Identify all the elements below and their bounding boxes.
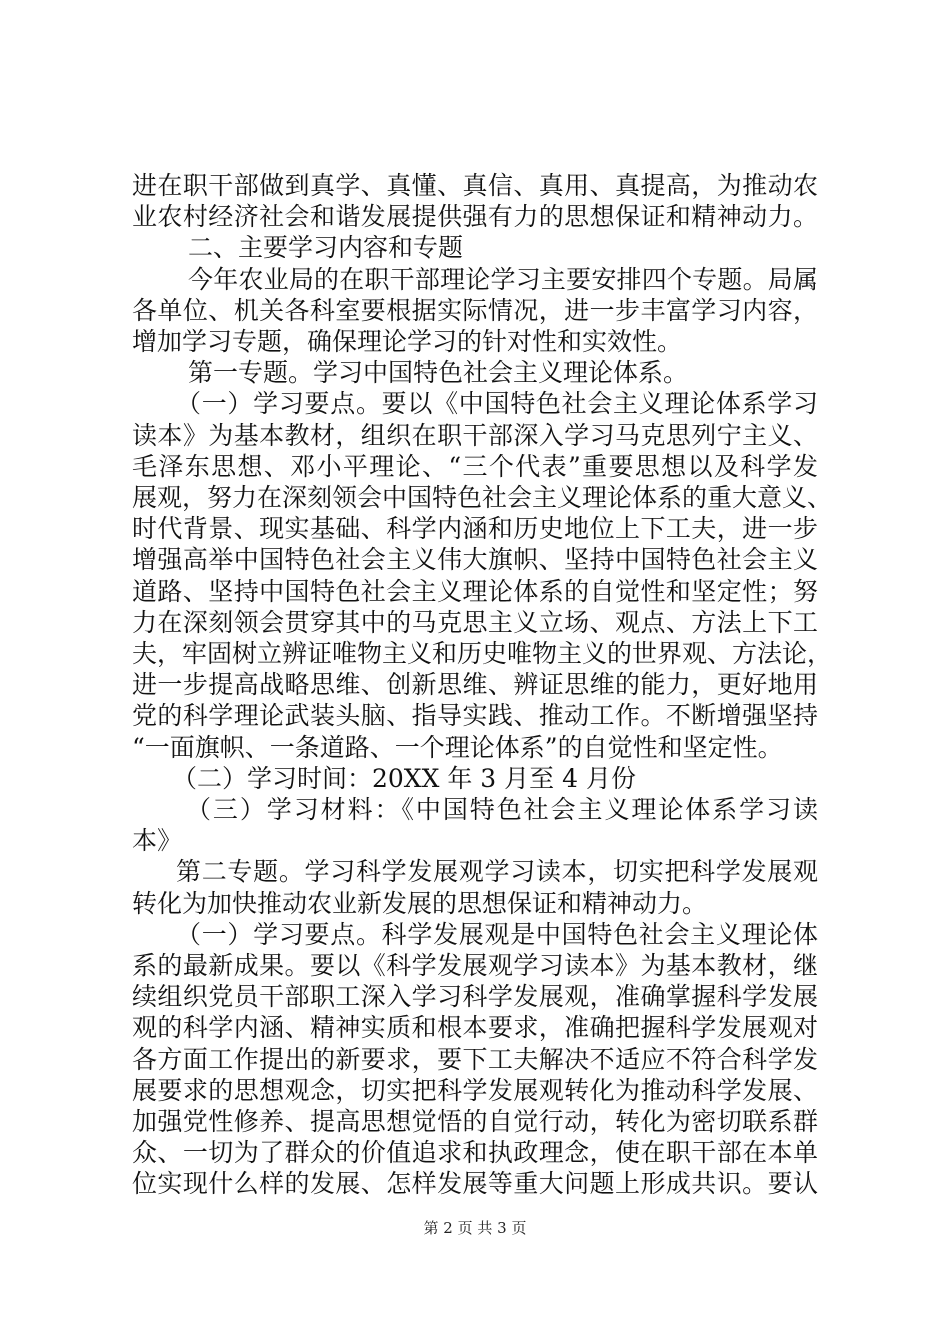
text-line: 各方面工作提出的新要求，要下工夫解决不适应不符合科学发 xyxy=(132,1044,818,1074)
text-line: 业农村经济社会和谐发展提供强有力的思想保证和精神动力。 xyxy=(132,202,818,232)
text-line: 展要求的思想观念，切实把科学发展观转化为推动科学发展、 xyxy=(132,1075,818,1105)
text-line: 今年农业局的在职干部理论学习主要安排四个专题。局属 xyxy=(188,264,818,294)
text-line: 观的科学内涵、精神实质和根本要求，准确把握科学发展观对 xyxy=(132,1013,818,1043)
text-line: 各单位、机关各科室要根据实际情况，进一步丰富学习内容， xyxy=(132,295,818,325)
text-line: 党的科学理论武装头脑、指导实践、推动工作。不断增强坚持 xyxy=(132,701,818,731)
text-line: 展观，努力在深刻领会中国特色社会主义理论体系的重大意义、 xyxy=(132,483,833,512)
text-line: 加强党性修养、提高思想觉悟的自觉行动，转化为密切联系群 xyxy=(132,1107,818,1136)
section-heading: 二、主要学习内容和专题 xyxy=(188,233,464,263)
text-line: 增加学习专题，确保理论学习的针对性和实效性。 xyxy=(132,327,683,356)
text-line: 系的最新成果。要以《科学发展观学习读本》为基本教材，继 xyxy=(132,951,818,980)
text-line: 读本》为基本教材，组织在职干部深入学习马克思列宁主义、 xyxy=(132,420,818,450)
topic-heading: 第一专题。学习中国特色社会主义理论体系。 xyxy=(188,358,689,388)
text-line: （一）学习要点。要以《中国特色社会主义理论体系学习 xyxy=(176,389,818,419)
text-line: 本》 xyxy=(132,826,183,856)
text-line: 夫，牢固树立辨证唯物主义和历史唯物主义的世界观、方法论， xyxy=(132,639,833,668)
text-line: 进一步提高战略思维、创新思维、辨证思维的能力，更好地用 xyxy=(132,670,818,700)
text-line: 转化为加快推动农业新发展的思想保证和精神动力。 xyxy=(132,888,708,918)
text-line: 进在职干部做到真学、真懂、真信、真用、真提高，为推动农 xyxy=(132,171,818,200)
text-line: 众、一切为了群众的价值追求和执政理念，使在职干部在本单 xyxy=(132,1138,818,1168)
text-line: 续组织党员干部职工深入学习科学发展观，准确掌握科学发展 xyxy=(132,982,818,1012)
text-line: 力在深刻领会贯穿其中的马克思主义立场、观点、方法上下工 xyxy=(132,607,818,637)
text-line: 毛泽东思想、邓小平理论、“三个代表”重要思想以及科学发 xyxy=(132,451,818,481)
text-line: 位实现什么样的发展、怎样发展等重大问题上形成共识。要认 xyxy=(132,1169,818,1199)
text-line: “一面旗帜、一条道路、一个理论体系”的自觉性和坚定性。 xyxy=(132,732,783,762)
text-line: 时代背景、现实基础、科学内涵和历史地位上下工夫，进一步 xyxy=(132,514,818,544)
page-footer: 第 2 页 共 3 页 xyxy=(423,1219,527,1237)
text-line: （三）学习材料：《中国特色社会主义理论体系学习读 xyxy=(186,795,818,824)
text-line: （二）学习时间：20XX 年 3 月至 4 月份 xyxy=(172,763,636,793)
topic-heading: 第二专题。学习科学发展观学习读本，切实把科学发展观 xyxy=(176,857,818,887)
text-line: （一）学习要点。科学发展观是中国特色社会主义理论体 xyxy=(176,919,818,949)
text-line: 增强高举中国特色社会主义伟大旗帜、坚持中国特色社会主义 xyxy=(132,545,818,575)
text-line: 道路、坚持中国特色社会主义理论体系的自觉性和坚定性；努 xyxy=(132,576,818,606)
